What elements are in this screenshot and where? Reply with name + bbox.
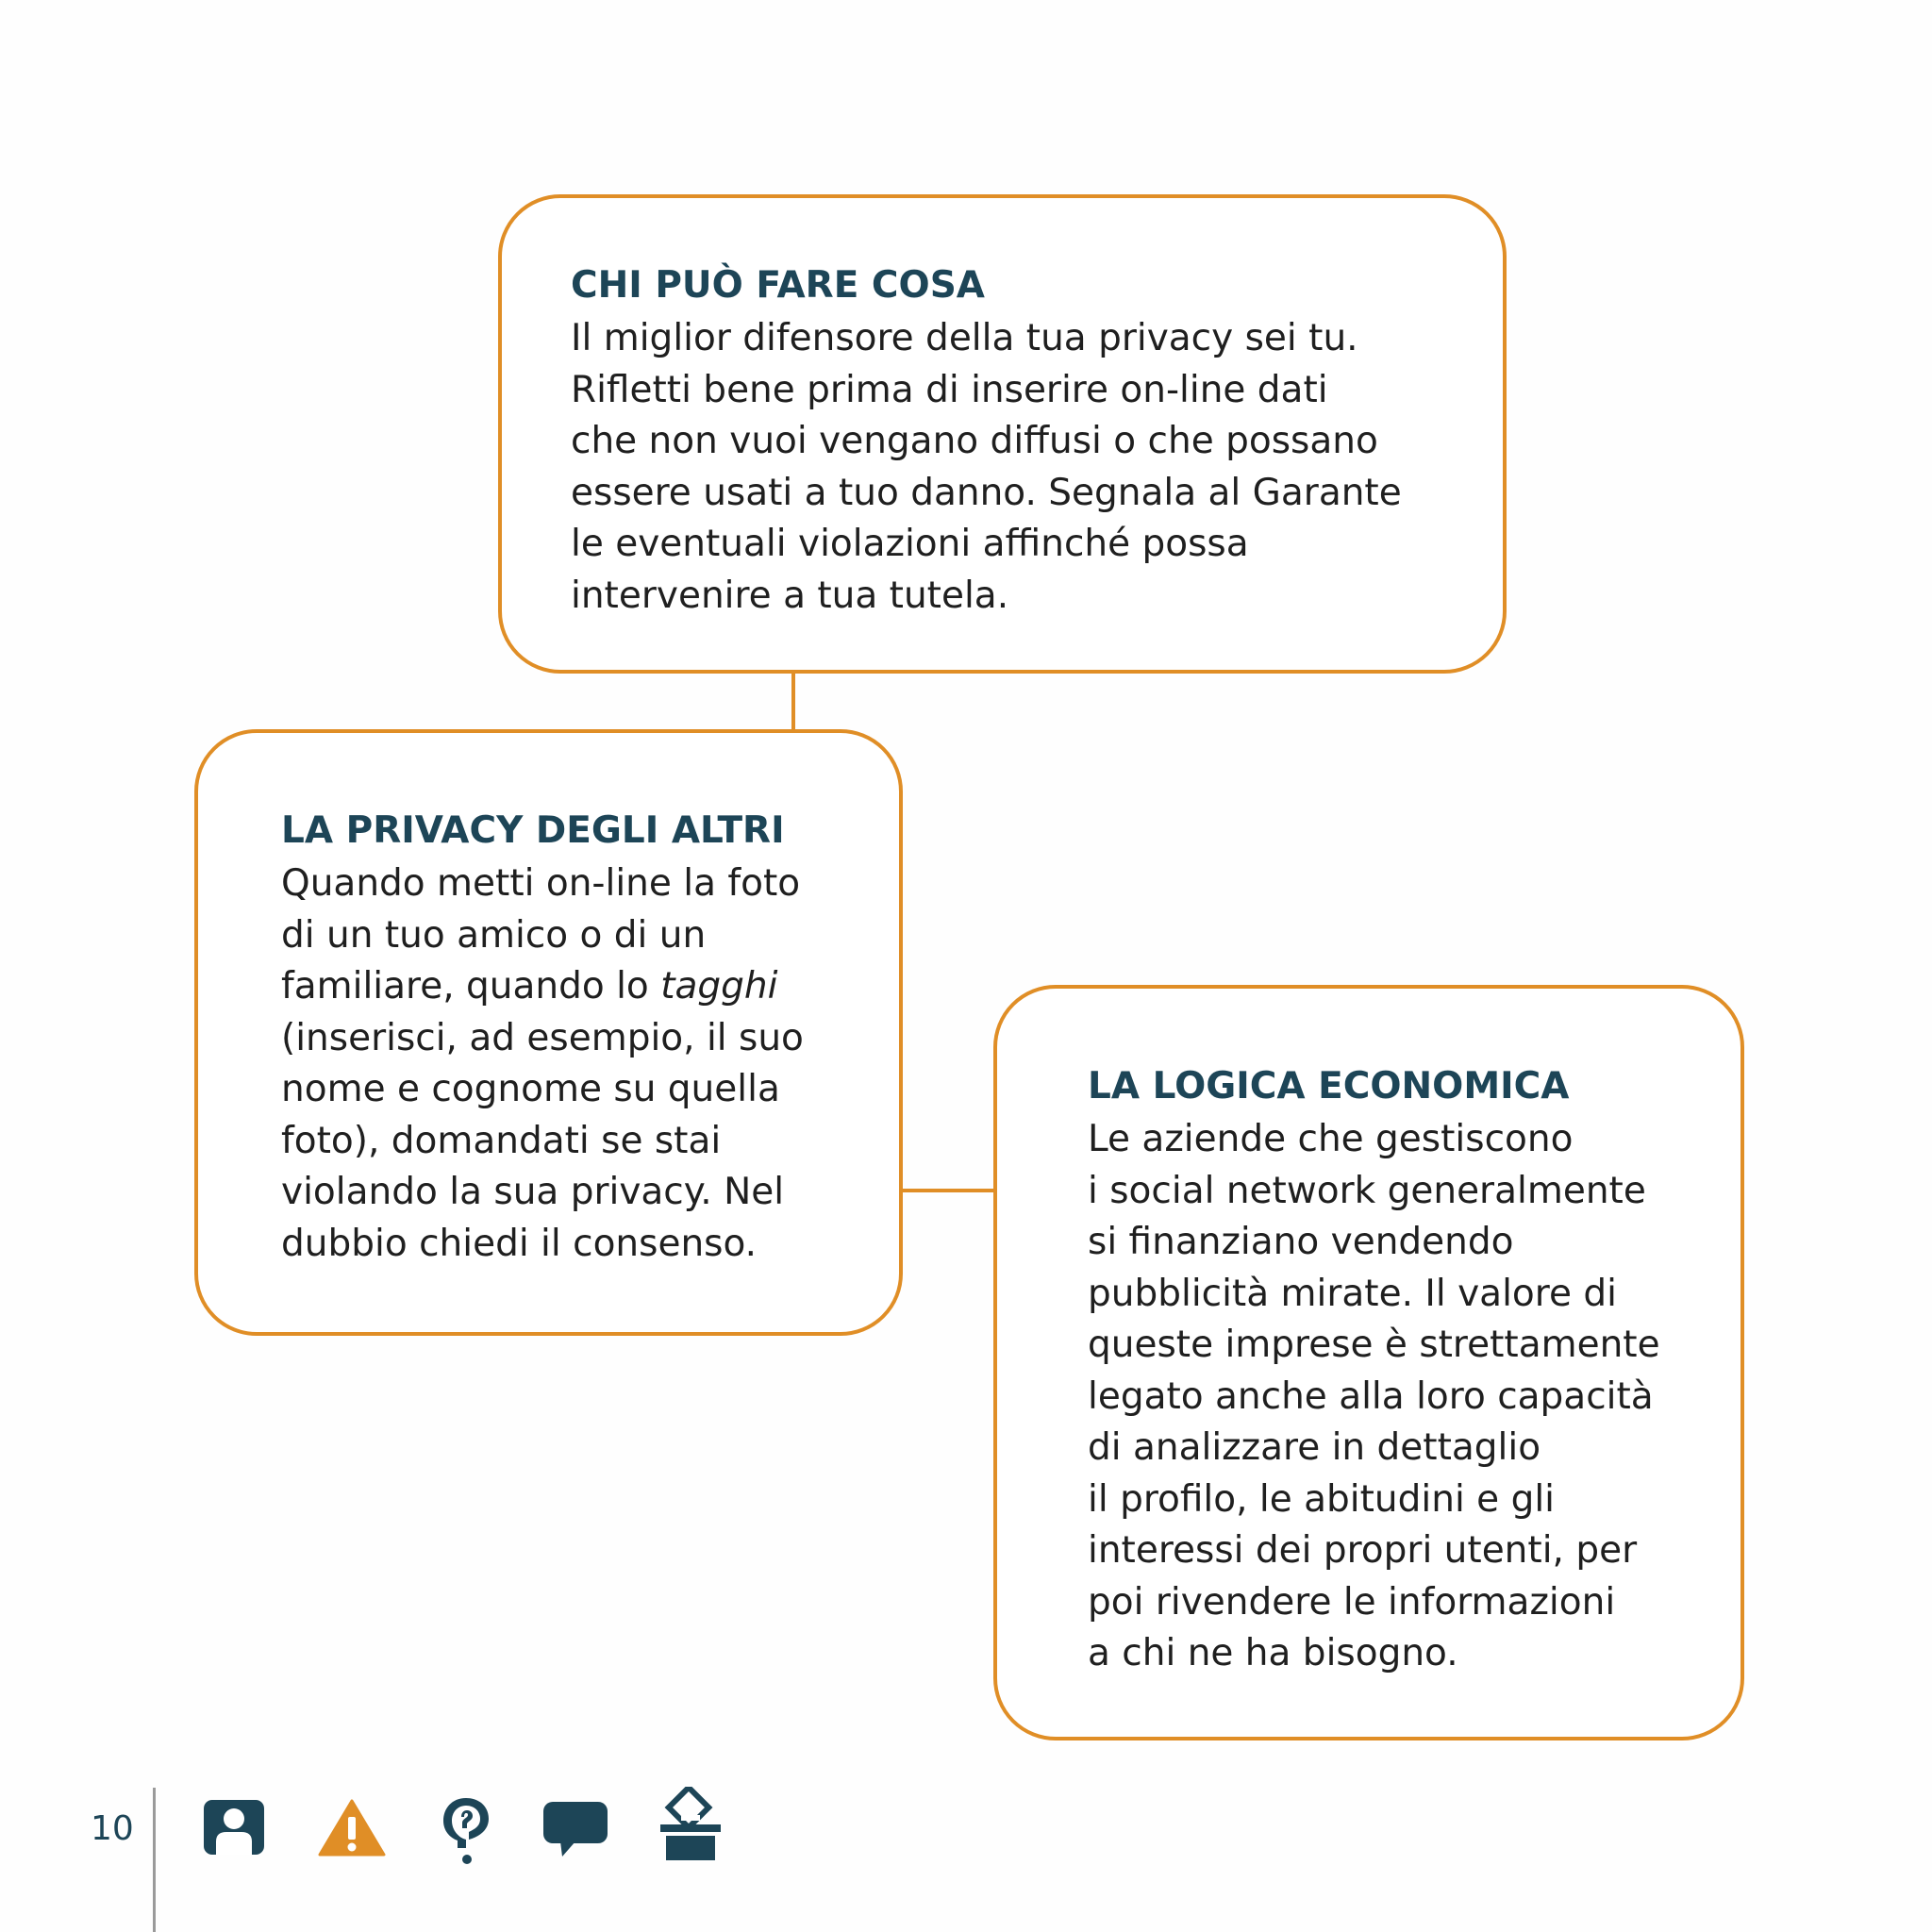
text-line: nome e cognome su quella	[281, 1068, 780, 1110]
connector-top-to-left	[791, 670, 795, 732]
box-body	[281, 858, 804, 1270]
text-line: il profilo, le abitudini e gli	[1088, 1477, 1556, 1521]
text-line: a chi ne ha bisogno.	[1088, 1632, 1458, 1674]
info-box-chi-puo-fare-cosa	[498, 194, 1507, 674]
text-line: queste imprese è strettamente	[1088, 1324, 1660, 1366]
box-body	[1088, 1114, 1660, 1680]
text-line: si finanziano vendendo	[1088, 1221, 1514, 1263]
text-line: pubblicità mirate. Il valore di	[1088, 1272, 1617, 1315]
question-head-icon	[440, 1794, 492, 1866]
speech-bubble-icon	[543, 1802, 608, 1858]
user-icon	[204, 1800, 264, 1855]
text-line: interessi dei propri utenti, per	[1088, 1529, 1638, 1572]
text-line: di analizzare in dettaglio	[1088, 1426, 1541, 1469]
info-box-logica-economica	[993, 985, 1744, 1740]
text-line: Quando metti on-line la foto	[281, 862, 801, 905]
text-line: foto), domandati se stai	[281, 1119, 722, 1162]
text-line: Le aziende che gestiscono	[1088, 1118, 1574, 1160]
text-line: dubbio chiedi il consenso.	[281, 1222, 758, 1265]
text-line: Rifletti bene prima di inserire on-line dati	[571, 368, 1328, 411]
ballot-box-icon	[660, 1787, 721, 1860]
page-number: 10	[91, 1809, 134, 1848]
connector-left-to-right	[900, 1189, 997, 1192]
text-line: poi rivendere le informazioni	[1088, 1580, 1616, 1624]
box-title: LA LOGICA ECONOMICA	[1088, 1065, 1570, 1108]
text-line: essere usati a tuo danno. Segnala al Garante	[571, 471, 1402, 514]
text-line: (inserisci, ad esempio, il suo	[281, 1016, 804, 1059]
text-line	[281, 961, 804, 1013]
text-line: le eventuali violazioni affinché possa	[571, 523, 1249, 565]
text-fragment: familiare, quando lo	[281, 965, 661, 1008]
box-title: LA PRIVACY DEGLI ALTRI	[281, 809, 785, 852]
italic-term: tagghi	[660, 965, 778, 1008]
box-title: CHI PUÒ FARE COSA	[571, 264, 985, 307]
info-box-privacy-degli-altri	[194, 729, 903, 1336]
box-body	[571, 313, 1402, 622]
warning-icon	[318, 1798, 386, 1857]
text-line: violando la sua privacy. Nel	[281, 1171, 785, 1213]
text-line: di un tuo amico o di un	[281, 913, 707, 957]
footer-divider	[153, 1788, 156, 1932]
text-line: intervenire a tua tutela.	[571, 574, 1009, 617]
text-line: Il miglior difensore della tua privacy sei tu.	[571, 317, 1358, 359]
text-line: che non vuoi vengano diffusi o che possano	[571, 420, 1378, 462]
text-line: i social network generalmente	[1088, 1169, 1646, 1212]
text-line: legato anche alla loro capacità	[1088, 1374, 1654, 1418]
